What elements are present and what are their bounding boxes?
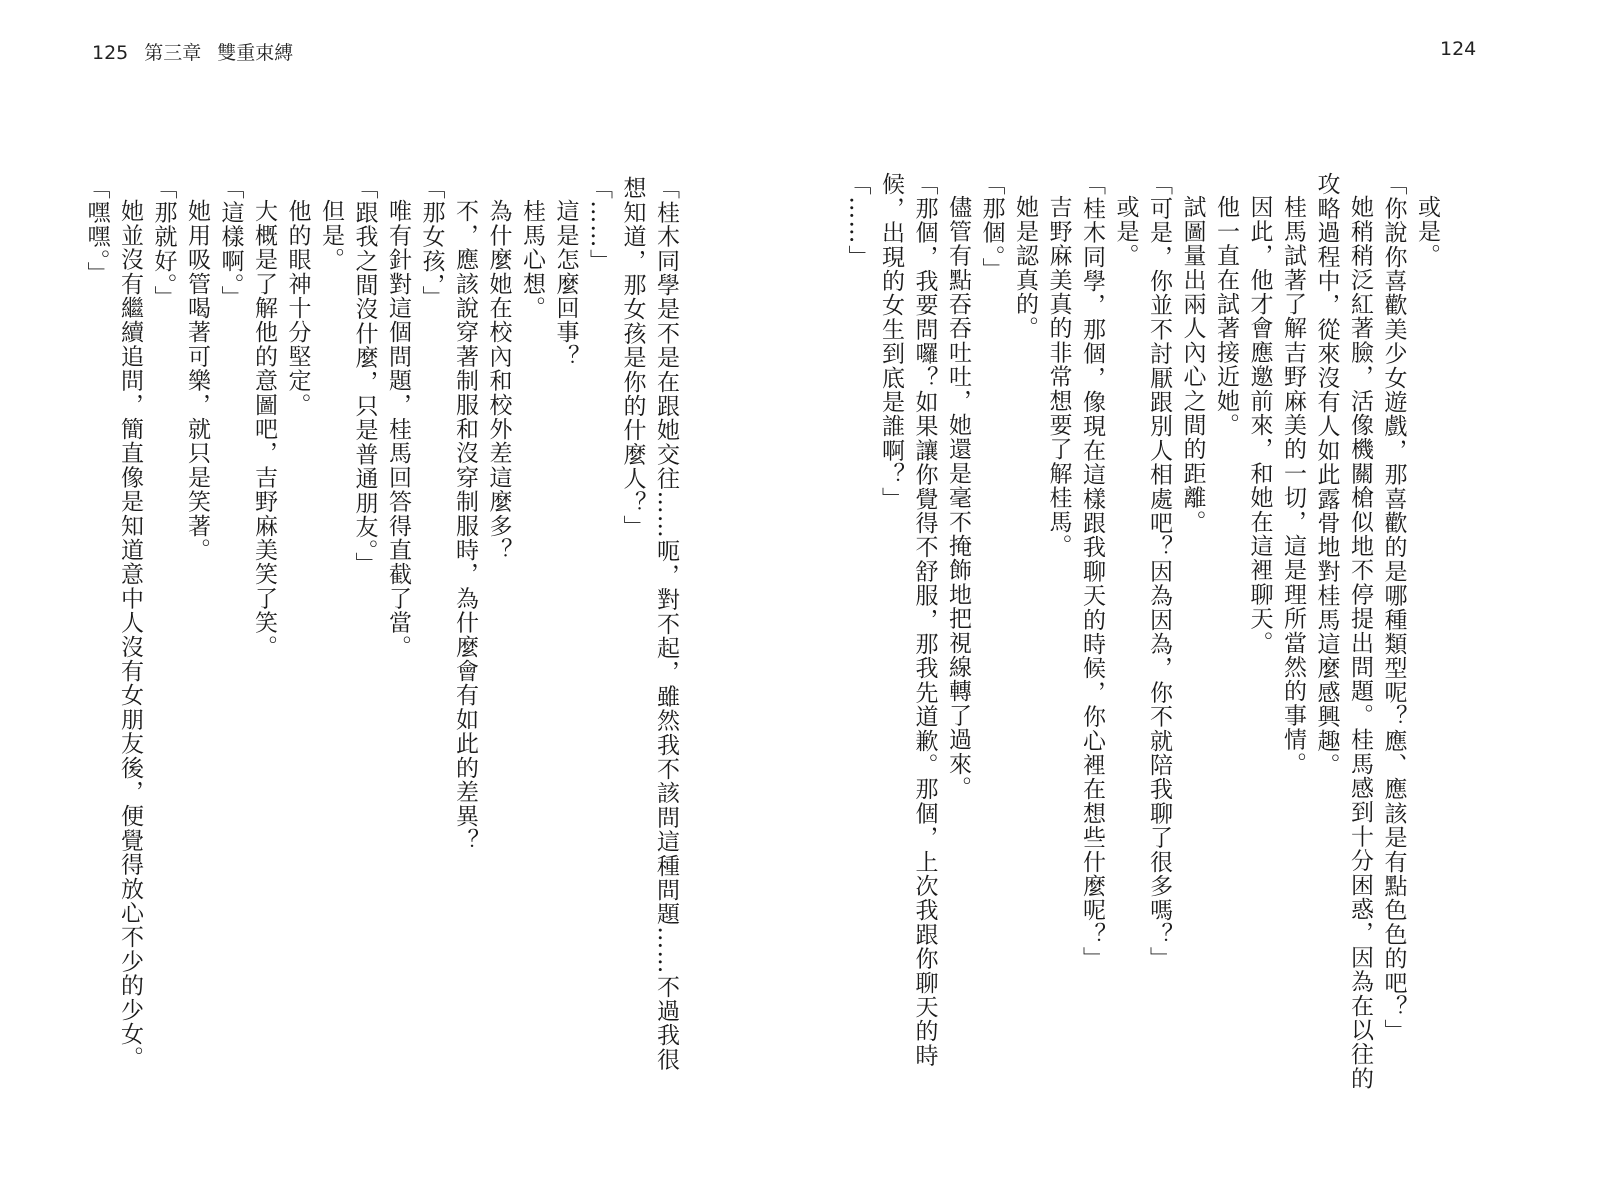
text-column: 不，應該說穿著制服和沒穿制服時，為什麼會有如此的差異？ bbox=[452, 199, 478, 853]
text-column: 「那個，我要問囉？如果讓你覺得不舒服，那我先道歉。那個，上次我跟你聊天的時 bbox=[911, 172, 938, 1068]
text-column: 唯有針對這個問題，桂馬回答得直截了當。 bbox=[385, 199, 411, 659]
text-column: 攻略過程中，從來沒有人如此露骨地對桂馬這麼感興趣。 bbox=[1313, 172, 1340, 777]
text-column: 或是。 bbox=[1414, 195, 1440, 268]
text-column: 候，出現的女生到底是誰啊？」 bbox=[878, 172, 904, 511]
text-column: 桂馬試著了解吉野麻美的一切，這是理所當然的事情。 bbox=[1280, 195, 1306, 776]
text-column: 「那就好。」 bbox=[150, 176, 177, 310]
text-column: 她用吸管喝著可樂，就只是笑著。 bbox=[184, 199, 210, 562]
text-column: 或是。 bbox=[1112, 195, 1139, 268]
text-column: 這是怎麼回事？ bbox=[552, 199, 579, 369]
text-column: 「跟我之間沒什麼，只是普通朋友。」 bbox=[351, 176, 378, 576]
text-column: 儘管有點吞吞吐吐，她還是毫不掩飾地把視線轉了過來。 bbox=[945, 195, 971, 800]
chapter-label: 第三章 bbox=[144, 42, 202, 64]
text-column: 「嘿嘿。」 bbox=[83, 176, 110, 286]
text-column: 桂馬心想。 bbox=[519, 199, 545, 320]
text-column: 「……」 bbox=[586, 176, 612, 273]
text-column: 因此，他才會應邀前來，和她在這裡聊天。 bbox=[1246, 195, 1273, 655]
text-column: 「……」 bbox=[844, 172, 871, 269]
text-column: 想知道，那女孩是你的什麼人？」 bbox=[619, 176, 646, 539]
left-page-number: 125 bbox=[92, 42, 129, 64]
text-column: 他的眼神十分堅定。 bbox=[284, 199, 311, 417]
left-page-header bbox=[92, 38, 309, 65]
text-column: 「那個。」 bbox=[978, 172, 1005, 282]
text-column: 大概是了解他的意圖吧，吉野麻美笑了笑。 bbox=[251, 199, 277, 659]
text-column: 他一直在試著接近她。 bbox=[1213, 195, 1239, 437]
right-page-body bbox=[844, 172, 1443, 1162]
text-column: 她並沒有繼續追問，簡直像是知道意中人沒有女朋友後，便覺得放心不少的少女。 bbox=[117, 199, 143, 1071]
text-column: 她是認真的。 bbox=[1012, 195, 1038, 341]
text-column: 「可是，你並不討厭跟別人相處吧？因為因為，你不就陪我聊了很多嗎？」 bbox=[1146, 172, 1172, 971]
text-column: 「桂木同學，那個，像現在這樣跟我聊天的時候，你心裡在想些什麼呢？」 bbox=[1079, 172, 1105, 971]
text-column: 試圖量出兩人內心之間的距離。 bbox=[1179, 195, 1206, 534]
text-column: 「這樣啊。」 bbox=[217, 176, 244, 310]
text-column: 但是。 bbox=[318, 199, 344, 272]
right-page-number: 124 bbox=[1440, 38, 1477, 60]
text-column: 「那女孩，」 bbox=[418, 176, 445, 310]
chapter-title: 雙重束縛 bbox=[217, 42, 294, 64]
text-column: 「你說你喜歡美少女遊戲，那喜歡的是哪種類型呢？應、應該是有點色色的吧？」 bbox=[1380, 172, 1407, 1044]
text-column: 她稍稍泛紅著臉，活像機關槍似地不停提出問題。桂馬感到十分困惑，因為在以往的 bbox=[1347, 195, 1373, 1091]
text-column: 為什麼她在校內和校外差這麼多？ bbox=[485, 199, 512, 562]
text-column: 「桂木同學是不是在跟她交往……呃，對不起，雖然我不該問這種問題……不過我很 bbox=[653, 176, 679, 1072]
text-column: 吉野麻美真的非常想要了解桂馬。 bbox=[1045, 195, 1072, 558]
left-page-body bbox=[82, 176, 682, 1166]
